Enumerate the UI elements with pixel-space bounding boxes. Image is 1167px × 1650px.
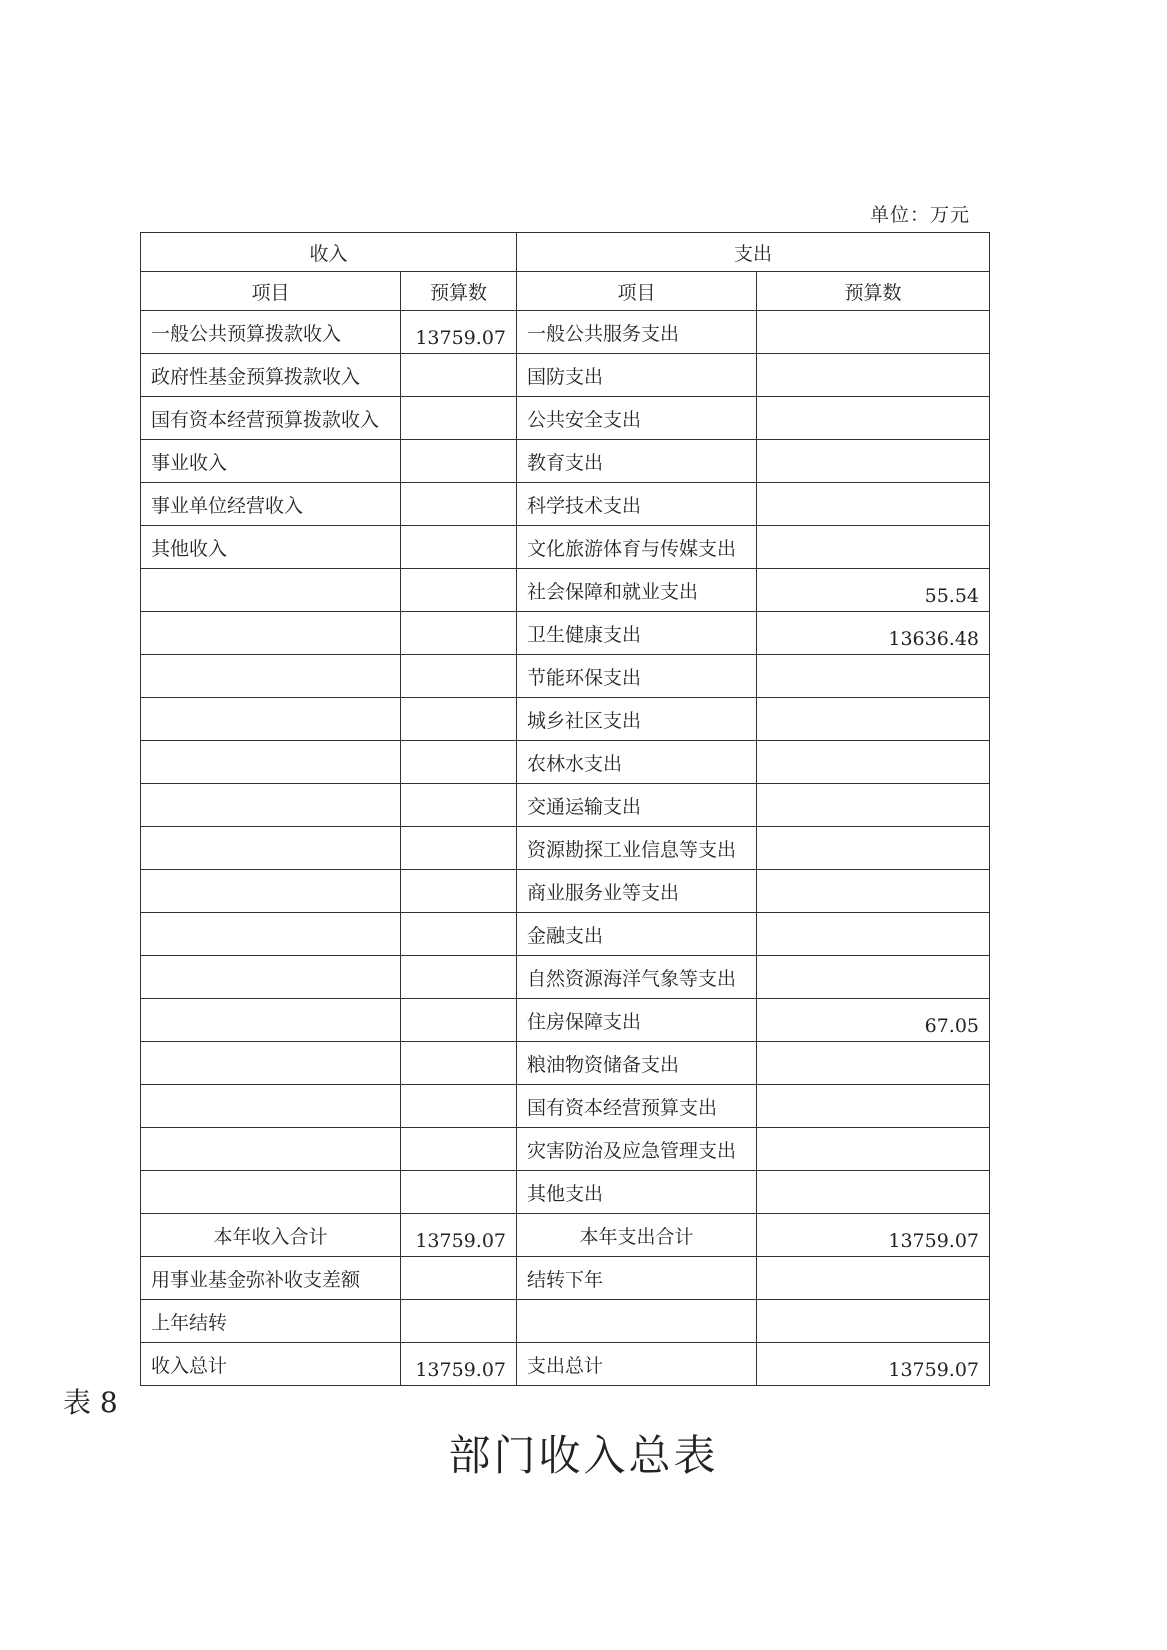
expense-item-cell: 社会保障和就业支出	[517, 569, 757, 612]
income-budget-cell	[401, 1300, 517, 1343]
income-item-header: 项目	[141, 272, 401, 311]
expense-budget-cell	[757, 1171, 990, 1214]
income-budget-cell	[401, 440, 517, 483]
expense-item-cell: 金融支出	[517, 913, 757, 956]
income-item-cell: 本年收入合计	[141, 1214, 401, 1257]
column-header-row	[141, 272, 990, 311]
expense-budget-cell	[757, 1085, 990, 1128]
budget-summary-table	[140, 232, 990, 1386]
grand-total-row	[141, 1343, 990, 1386]
expense-budget-cell: 13759.07	[757, 1343, 990, 1386]
table-row	[141, 1171, 990, 1214]
income-budget-cell	[401, 483, 517, 526]
expense-item-cell: 交通运输支出	[517, 784, 757, 827]
expense-budget-cell	[757, 397, 990, 440]
income-budget-cell	[401, 741, 517, 784]
expense-item-cell: 粮油物资储备支出	[517, 1042, 757, 1085]
expense-item-cell: 国防支出	[517, 354, 757, 397]
expense-budget-cell	[757, 913, 990, 956]
expense-budget-cell	[757, 655, 990, 698]
income-budget-cell	[401, 913, 517, 956]
next-table-title: 部门收入总表	[448, 1431, 719, 1480]
table-row	[141, 397, 990, 440]
income-budget-cell: 13759.07	[401, 311, 517, 354]
expense-item-cell: 科学技术支出	[517, 483, 757, 526]
expense-item-cell: 文化旅游体育与传媒支出	[517, 526, 757, 569]
expense-budget-cell	[757, 483, 990, 526]
income-item-cell	[141, 1128, 401, 1171]
expense-budget-cell	[757, 1300, 990, 1343]
expense-item-cell: 资源勘探工业信息等支出	[517, 827, 757, 870]
table-row	[141, 655, 990, 698]
income-item-cell	[141, 913, 401, 956]
expense-budget-cell: 55.54	[757, 569, 990, 612]
table-row	[141, 569, 990, 612]
expense-item-cell: 自然资源海洋气象等支出	[517, 956, 757, 999]
table-row	[141, 354, 990, 397]
expense-budget-header: 预算数	[757, 272, 990, 311]
income-budget-cell	[401, 1257, 517, 1300]
table-row	[141, 1085, 990, 1128]
table-row	[141, 1042, 990, 1085]
table-row	[141, 956, 990, 999]
table-row	[141, 698, 990, 741]
income-budget-cell	[401, 1042, 517, 1085]
income-item-cell	[141, 1042, 401, 1085]
table-row	[141, 612, 990, 655]
income-item-cell	[141, 827, 401, 870]
income-budget-cell	[401, 870, 517, 913]
expense-budget-cell	[757, 827, 990, 870]
unit-label: 单位：万元	[870, 204, 971, 226]
income-budget-cell	[401, 569, 517, 612]
income-budget-cell	[401, 1128, 517, 1171]
income-item-cell: 上年结转	[141, 1300, 401, 1343]
income-item-cell	[141, 784, 401, 827]
expense-budget-cell	[757, 741, 990, 784]
income-item-cell	[141, 999, 401, 1042]
table-number: 表 8	[63, 1386, 118, 1419]
table-row	[141, 999, 990, 1042]
expense-budget-cell	[757, 311, 990, 354]
income-item-cell: 事业收入	[141, 440, 401, 483]
expense-item-cell: 结转下年	[517, 1257, 757, 1300]
expense-item-cell: 住房保障支出	[517, 999, 757, 1042]
income-item-cell: 事业单位经营收入	[141, 483, 401, 526]
expense-budget-cell	[757, 440, 990, 483]
expense-item-cell: 其他支出	[517, 1171, 757, 1214]
table-row	[141, 870, 990, 913]
income-item-cell	[141, 741, 401, 784]
expense-item-cell: 一般公共服务支出	[517, 311, 757, 354]
income-budget-cell	[401, 999, 517, 1042]
table-row	[141, 526, 990, 569]
expense-item-cell	[517, 1300, 757, 1343]
expense-budget-cell	[757, 354, 990, 397]
table-row	[141, 1257, 990, 1300]
income-budget-cell	[401, 1085, 517, 1128]
expense-header: 支出	[517, 233, 990, 272]
income-item-cell: 一般公共预算拨款收入	[141, 311, 401, 354]
expense-budget-cell	[757, 870, 990, 913]
expense-item-cell: 节能环保支出	[517, 655, 757, 698]
table-row	[141, 1300, 990, 1343]
income-budget-cell	[401, 827, 517, 870]
income-budget-cell: 13759.07	[401, 1214, 517, 1257]
expense-budget-cell	[757, 698, 990, 741]
income-item-cell	[141, 956, 401, 999]
expense-budget-cell	[757, 1257, 990, 1300]
income-item-cell: 用事业基金弥补收支差额	[141, 1257, 401, 1300]
expense-budget-cell	[757, 1128, 990, 1171]
expense-item-cell: 本年支出合计	[517, 1214, 757, 1257]
income-item-cell	[141, 1171, 401, 1214]
table-row	[141, 741, 990, 784]
income-item-cell	[141, 698, 401, 741]
expense-budget-cell	[757, 956, 990, 999]
table-row	[141, 311, 990, 354]
income-item-cell	[141, 870, 401, 913]
expense-budget-cell: 13759.07	[757, 1214, 990, 1257]
expense-item-cell: 灾害防治及应急管理支出	[517, 1128, 757, 1171]
table-row	[141, 1128, 990, 1171]
income-budget-cell	[401, 1171, 517, 1214]
table-row	[141, 483, 990, 526]
expense-item-cell: 卫生健康支出	[517, 612, 757, 655]
expense-item-header: 项目	[517, 272, 757, 311]
income-budget-cell	[401, 612, 517, 655]
expense-item-cell: 公共安全支出	[517, 397, 757, 440]
table-row	[141, 913, 990, 956]
income-budget-cell	[401, 655, 517, 698]
expense-item-cell: 国有资本经营预算支出	[517, 1085, 757, 1128]
expense-item-cell: 城乡社区支出	[517, 698, 757, 741]
income-item-cell	[141, 1085, 401, 1128]
section-header-row	[141, 233, 990, 272]
income-item-cell	[141, 569, 401, 612]
income-budget-cell	[401, 397, 517, 440]
income-item-cell: 其他收入	[141, 526, 401, 569]
table-row	[141, 827, 990, 870]
income-item-cell: 国有资本经营预算拨款收入	[141, 397, 401, 440]
income-item-cell	[141, 612, 401, 655]
income-item-cell	[141, 655, 401, 698]
table-row	[141, 784, 990, 827]
expense-budget-cell	[757, 1042, 990, 1085]
income-item-cell: 政府性基金预算拨款收入	[141, 354, 401, 397]
income-budget-cell	[401, 526, 517, 569]
income-budget-cell: 13759.07	[401, 1343, 517, 1386]
expense-item-cell: 教育支出	[517, 440, 757, 483]
expense-budget-cell: 67.05	[757, 999, 990, 1042]
expense-item-cell: 商业服务业等支出	[517, 870, 757, 913]
expense-budget-cell: 13636.48	[757, 612, 990, 655]
expense-budget-cell	[757, 784, 990, 827]
table-body	[141, 311, 990, 1386]
expense-item-cell: 农林水支出	[517, 741, 757, 784]
income-budget-header: 预算数	[401, 272, 517, 311]
income-budget-cell	[401, 698, 517, 741]
expense-item-cell: 支出总计	[517, 1343, 757, 1386]
expense-budget-cell	[757, 526, 990, 569]
income-budget-cell	[401, 956, 517, 999]
year-total-row	[141, 1214, 990, 1257]
income-item-cell: 收入总计	[141, 1343, 401, 1386]
table-row	[141, 440, 990, 483]
income-budget-cell	[401, 354, 517, 397]
income-header: 收入	[141, 233, 517, 272]
income-budget-cell	[401, 784, 517, 827]
